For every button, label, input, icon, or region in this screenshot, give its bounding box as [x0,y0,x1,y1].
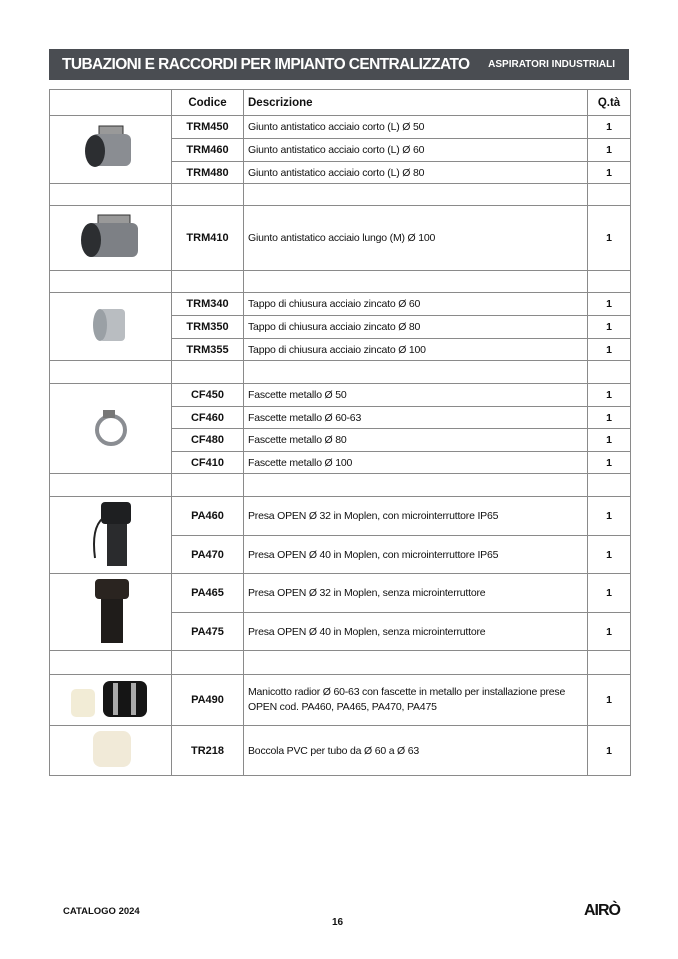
product-qty: 1 [588,574,631,613]
product-description: Giunto antistatico acciaio corto (L) Ø 60 [244,139,588,162]
product-code: TRM340 [172,293,244,316]
product-description: Tappo di chiusura acciaio zincato Ø 80 [244,316,588,339]
product-qty: 1 [588,139,631,162]
sleeve-with-clamps-image [50,675,172,726]
product-qty: 1 [588,407,631,429]
long-coupling-image [50,206,172,271]
product-code: TRM450 [172,116,244,139]
product-code: PA460 [172,497,244,536]
spacer-row [50,271,631,293]
product-code: CF410 [172,452,244,474]
table-row [50,293,631,316]
col-image [50,90,172,116]
table-row [50,206,631,271]
product-qty: 1 [588,293,631,316]
product-code: PA465 [172,574,244,613]
product-code: PA490 [172,675,244,726]
product-description: Tappo di chiusura acciaio zincato Ø 60 [244,293,588,316]
product-qty: 1 [588,206,631,271]
product-qty: 1 [588,384,631,407]
spacer-row [50,184,631,206]
product-code: PA475 [172,613,244,651]
product-description: Fascette metallo Ø 80 [244,429,588,452]
brand-logo: AIRÒ [584,902,620,919]
product-qty: 1 [588,429,631,452]
inlet-with-switch-image [50,497,172,574]
col-description: Descrizione [244,90,588,116]
product-qty: 1 [588,497,631,536]
product-code: TRM480 [172,162,244,184]
spacer-row [50,651,631,675]
product-description: Manicotto radior Ø 60-63 con fascette in metallo per installazione prese OPEN cod. PA460, PA465, PA470, PA475 [244,675,588,726]
product-qty: 1 [588,339,631,361]
product-code: TR218 [172,726,244,776]
product-table [49,89,631,776]
spacer-row [50,474,631,497]
table-header [50,90,631,116]
product-code: PA470 [172,536,244,574]
table-row [50,384,631,407]
product-description: Presa OPEN Ø 40 in Moplen, con microinterruttore IP65 [244,536,588,574]
product-qty: 1 [588,452,631,474]
product-qty: 1 [588,675,631,726]
table-row [50,675,631,726]
col-code: Codice [172,90,244,116]
section-title: TUBAZIONI E RACCORDI PER IMPIANTO CENTRALIZZATO [62,56,470,73]
spacer-row [50,361,631,384]
section-banner [49,49,629,80]
footer-catalog: CATALOGO 2024 [63,906,140,917]
product-qty: 1 [588,116,631,139]
section-subtitle: ASPIRATORI INDUSTRIALI [488,59,615,70]
product-code: TRM410 [172,206,244,271]
product-description: Fascette metallo Ø 60-63 [244,407,588,429]
product-qty: 1 [588,316,631,339]
product-code: CF480 [172,429,244,452]
product-code: TRM460 [172,139,244,162]
product-description: Giunto antistatico acciaio corto (L) Ø 80 [244,162,588,184]
end-cap-image [50,293,172,361]
short-coupling-image [50,116,172,184]
table-row [50,116,631,139]
table-row [50,497,631,536]
product-description: Boccola PVC per tubo da Ø 60 a Ø 63 [244,726,588,776]
pvc-bush-image [50,726,172,776]
product-description: Presa OPEN Ø 40 in Moplen, senza microinterruttore [244,613,588,651]
product-qty: 1 [588,162,631,184]
product-code: CF450 [172,384,244,407]
hose-clamp-image [50,384,172,474]
product-code: TRM350 [172,316,244,339]
product-description: Presa OPEN Ø 32 in Moplen, con microinterruttore IP65 [244,497,588,536]
product-code: TRM355 [172,339,244,361]
product-description: Giunto antistatico acciaio lungo (M) Ø 100 [244,206,588,271]
product-description: Tappo di chiusura acciaio zincato Ø 100 [244,339,588,361]
product-code: CF460 [172,407,244,429]
product-qty: 1 [588,536,631,574]
table-row [50,726,631,776]
product-description: Fascette metallo Ø 50 [244,384,588,407]
product-description: Presa OPEN Ø 32 in Moplen, senza microinterruttore [244,574,588,613]
col-qty: Q.tà [588,90,631,116]
page-number: 16 [332,917,344,928]
table-row [50,574,631,613]
product-description: Fascette metallo Ø 100 [244,452,588,474]
product-qty: 1 [588,613,631,651]
product-qty: 1 [588,726,631,776]
product-description: Giunto antistatico acciaio corto (L) Ø 50 [244,116,588,139]
inlet-without-switch-image [50,574,172,651]
